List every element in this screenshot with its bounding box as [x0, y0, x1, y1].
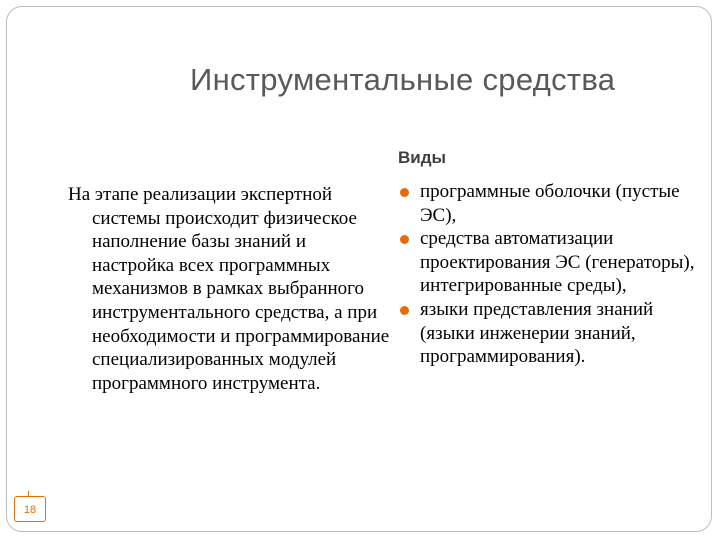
bullet-dot-icon: [400, 306, 409, 315]
slide-subtitle: Виды: [398, 148, 447, 167]
bullet-item: [398, 298, 698, 369]
bullet-text: программные оболочки (пустые ЭС),: [420, 181, 680, 226]
bullet-item: [398, 180, 698, 227]
bullet-text: средства автоматизации проектирования ЭС (генераторы), интегрированные среды),: [420, 228, 695, 297]
bullet-list: [398, 180, 698, 369]
bullet-item: [398, 227, 698, 298]
bullet-dot-icon: [400, 235, 409, 244]
bullet-text: языки представления знаний (языки инженерии знаний, программирования).: [420, 298, 654, 368]
page-number: 18: [14, 496, 46, 522]
bullet-dot-icon: [400, 188, 409, 197]
body-paragraph: На этапе реализации экспертной системы происходит физическое наполнение базы знаний и настройка всех программных механизмов в рамках выбранного инструментального средства, а при необходимости и программирование специализированных модулей программного инструмента.: [68, 184, 390, 394]
slide-title: Инструментальные средства: [190, 62, 616, 97]
